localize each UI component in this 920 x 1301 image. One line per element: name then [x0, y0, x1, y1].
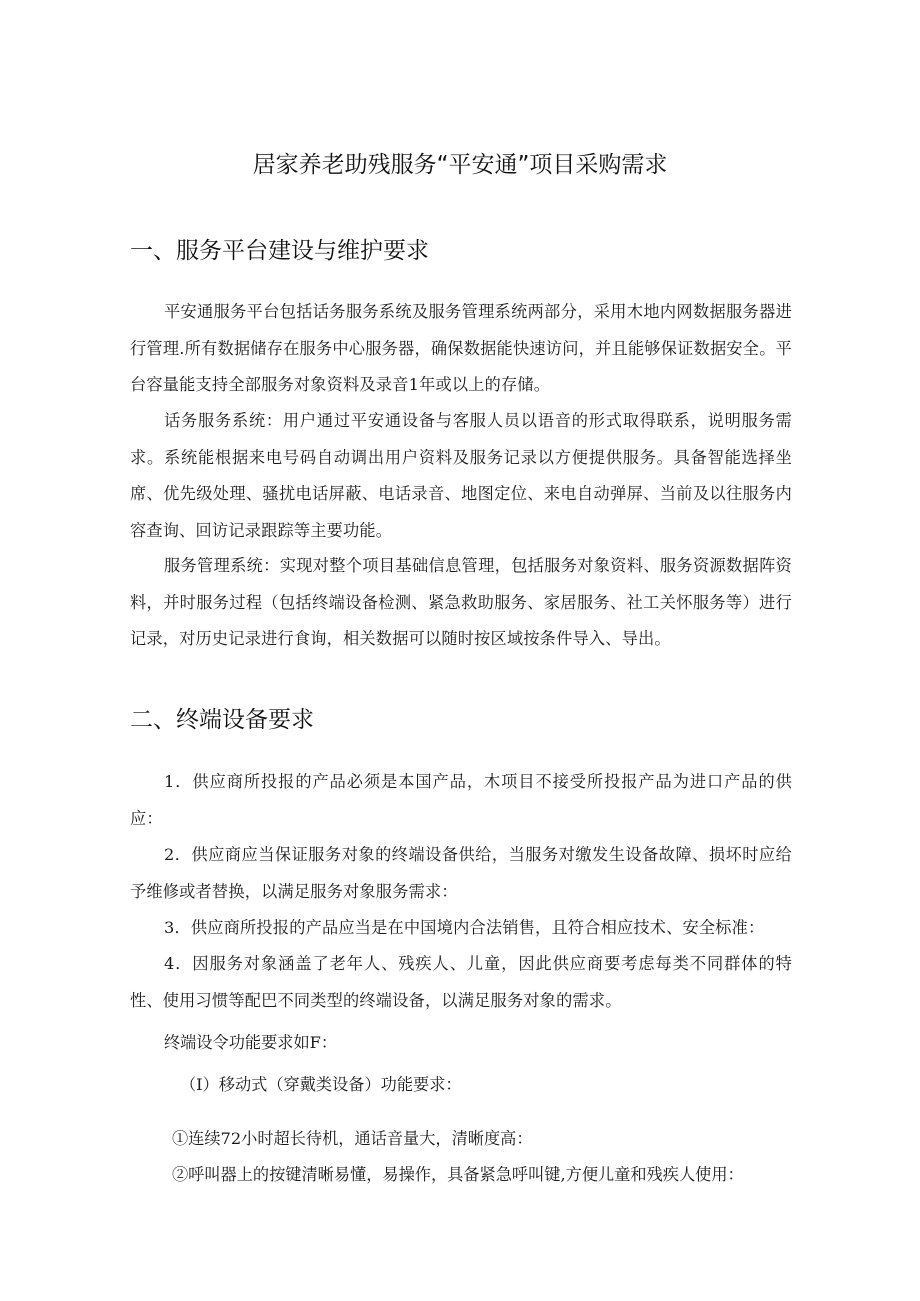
mobile-device-subheading: （I）移动式（穿戴类设备）功能要求：: [180, 1075, 462, 1094]
terminal-function-intro: 终端设令功能要求如F：: [164, 1033, 338, 1052]
section2-heading: 二、终端设备要求: [130, 707, 314, 733]
section1-paragraph-management-system: 服务管理系统：实现对整个项目基础信息管理，包括服务对象资料、服务资源数据阵资料，并时服务过程（包括终端设备检测、紧急救助服务、家居服务、社工关怀服务等）进行记录，对历史记录进行食询，相关数据可以随时按区域按条件导入、导出。: [130, 556, 792, 648]
requirement-item-3: 3．供应商所投报的产品应当是在中国境内合法销售，且符合相应技术、安全标准：: [164, 918, 765, 937]
feature-item-2: ②呼叫器上的按键清晰易懂，易操作，具备紧急呼叫键,方便儿童和残疾人使用：: [172, 1165, 744, 1184]
requirement-item-2: 2．供应商应当保证服务对象的终端设备供给，当服务对缴发生设备故障、损坏时应给予维修或者替换，以满足服务对象服务需求：: [130, 845, 792, 901]
section1-paragraph-call-system: 话务服务系统：用户通过平安通设备与客服人员以语音的形式取得联系，说明服务需求。系统能根据来电号码自动调出用户资料及服务记录以方便提供服务。具备智能选择坐席、优先级处理、骚扰电话屏蔽、电话录音、地图定位、来电自动弹屏、当前及以往服务内容查询、回访记录跟踪等主要功能。: [130, 411, 792, 540]
section1-paragraph-platform: 平安通服务平台包括话务服务系统及服务管理系统两部分，采用木地内网数据服务器进行管理.所有数据储存在服务中心服务器，确保数据能快速访问，并且能够保证数据安全。平台容量能支持全部服务对象资料及录音1年或以上的存储。: [130, 302, 792, 394]
requirement-item-1: 1．供应商所投报的产品必须是本国产品，木项目不接受所投报产品为进口产品的供应：: [130, 772, 792, 828]
feature-item-1: ①连续72小时超长待机，通话音量大，清晰度高：: [172, 1129, 533, 1148]
requirement-item-4: 4．因服务对象涵盖了老年人、残疾人、儿童，因此供应商要考虑每类不同群体的特性、使用习惯等配巴不同类型的终端设备，以满足服务对象的需求。: [130, 954, 792, 1010]
section1-heading: 一、服务平台建设与维护要求: [130, 238, 429, 264]
document-title: 居家养老助残服务“平安通”项目采购需求: [252, 152, 668, 178]
